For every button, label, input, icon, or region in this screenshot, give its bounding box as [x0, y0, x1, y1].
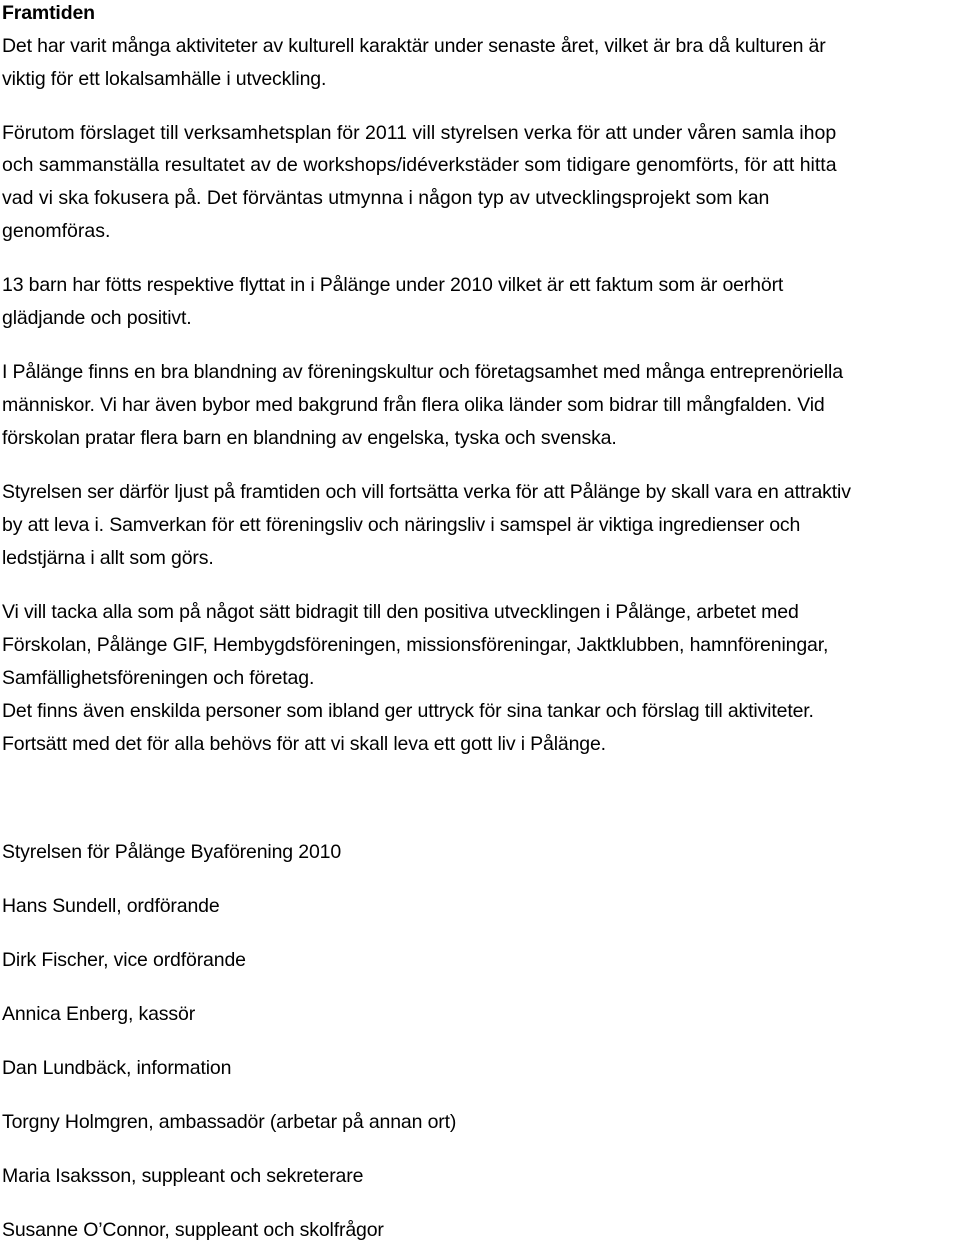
section-heading: Framtiden	[2, 2, 95, 24]
board-member: Susanne O’Connor, suppleant och skolfrågor	[2, 1219, 384, 1241]
paragraph-line: Styrelsen ser därför ljust på framtiden och vill fortsätta verka för att Pålänge by skall vara en attraktiv	[2, 481, 851, 503]
board-member: Dan Lundbäck, information	[2, 1057, 232, 1079]
paragraph-line: och sammanställa resultatet av de workshops/idéverkstäder som tidigare genomförts, för att hitta	[2, 154, 837, 176]
paragraph-line: genomföras.	[2, 220, 111, 242]
board-member: Dirk Fischer, vice ordförande	[2, 949, 246, 971]
paragraph-line: glädjande och positivt.	[2, 307, 192, 329]
paragraph-line: förskolan pratar flera barn en blandning av engelska, tyska och svenska.	[2, 427, 617, 449]
paragraph-line: vad vi ska fokusera på. Det förväntas utmynna i någon typ av utvecklingsprojekt som kan	[2, 187, 770, 209]
board-member: Annica Enberg, kassör	[2, 1003, 196, 1025]
paragraph-line: Samfällighetsföreningen och företag.	[2, 667, 315, 689]
paragraph-line: Fortsätt med det för alla behövs för att vi skall leva ett gott liv i Pålänge.	[2, 733, 606, 755]
paragraph-line: Vi vill tacka alla som på något sätt bidragit till den positiva utvecklingen i Pålänge, arbetet med	[2, 601, 799, 623]
board-member: Torgny Holmgren, ambassadör (arbetar på annan ort)	[2, 1111, 457, 1133]
board-title: Styrelsen för Pålänge Byaförening 2010	[2, 841, 342, 863]
board-member: Maria Isaksson, suppleant och sekreterare	[2, 1165, 364, 1187]
paragraph-line: människor. Vi har även bybor med bakgrund från flera olika länder som bidrar till mångfalden. Vid	[2, 394, 825, 416]
paragraph-line: I Pålänge finns en bra blandning av föreningskultur och företagsamhet med många entreprenöriella	[2, 361, 843, 383]
paragraph-line: by att leva i. Samverkan för ett föreningsliv och näringsliv i samspel är viktiga ingredienser och	[2, 514, 801, 536]
paragraph-line: viktig för ett lokalsamhälle i utveckling.	[2, 68, 327, 90]
paragraph-line: 13 barn har fötts respektive flyttat in i Pålänge under 2010 vilket är ett faktum som är oerhört	[2, 274, 784, 296]
paragraph-line: Förskolan, Pålänge GIF, Hembygdsföreningen, missionsföreningar, Jaktklubben, hamnföreningar,	[2, 634, 829, 656]
paragraph-line: Förutom förslaget till verksamhetsplan för 2011 vill styrelsen verka för att under våren samla ihop	[2, 122, 837, 144]
paragraph-line: ledstjärna i allt som görs.	[2, 547, 214, 569]
paragraph-line: Det finns även enskilda personer som ibland ger uttryck för sina tankar och förslag till aktiviteter.	[2, 700, 814, 722]
board-member: Hans Sundell, ordförande	[2, 895, 220, 917]
paragraph-line: Det har varit många aktiviteter av kulturell karaktär under senaste året, vilket är bra då kulturen är	[2, 35, 826, 57]
